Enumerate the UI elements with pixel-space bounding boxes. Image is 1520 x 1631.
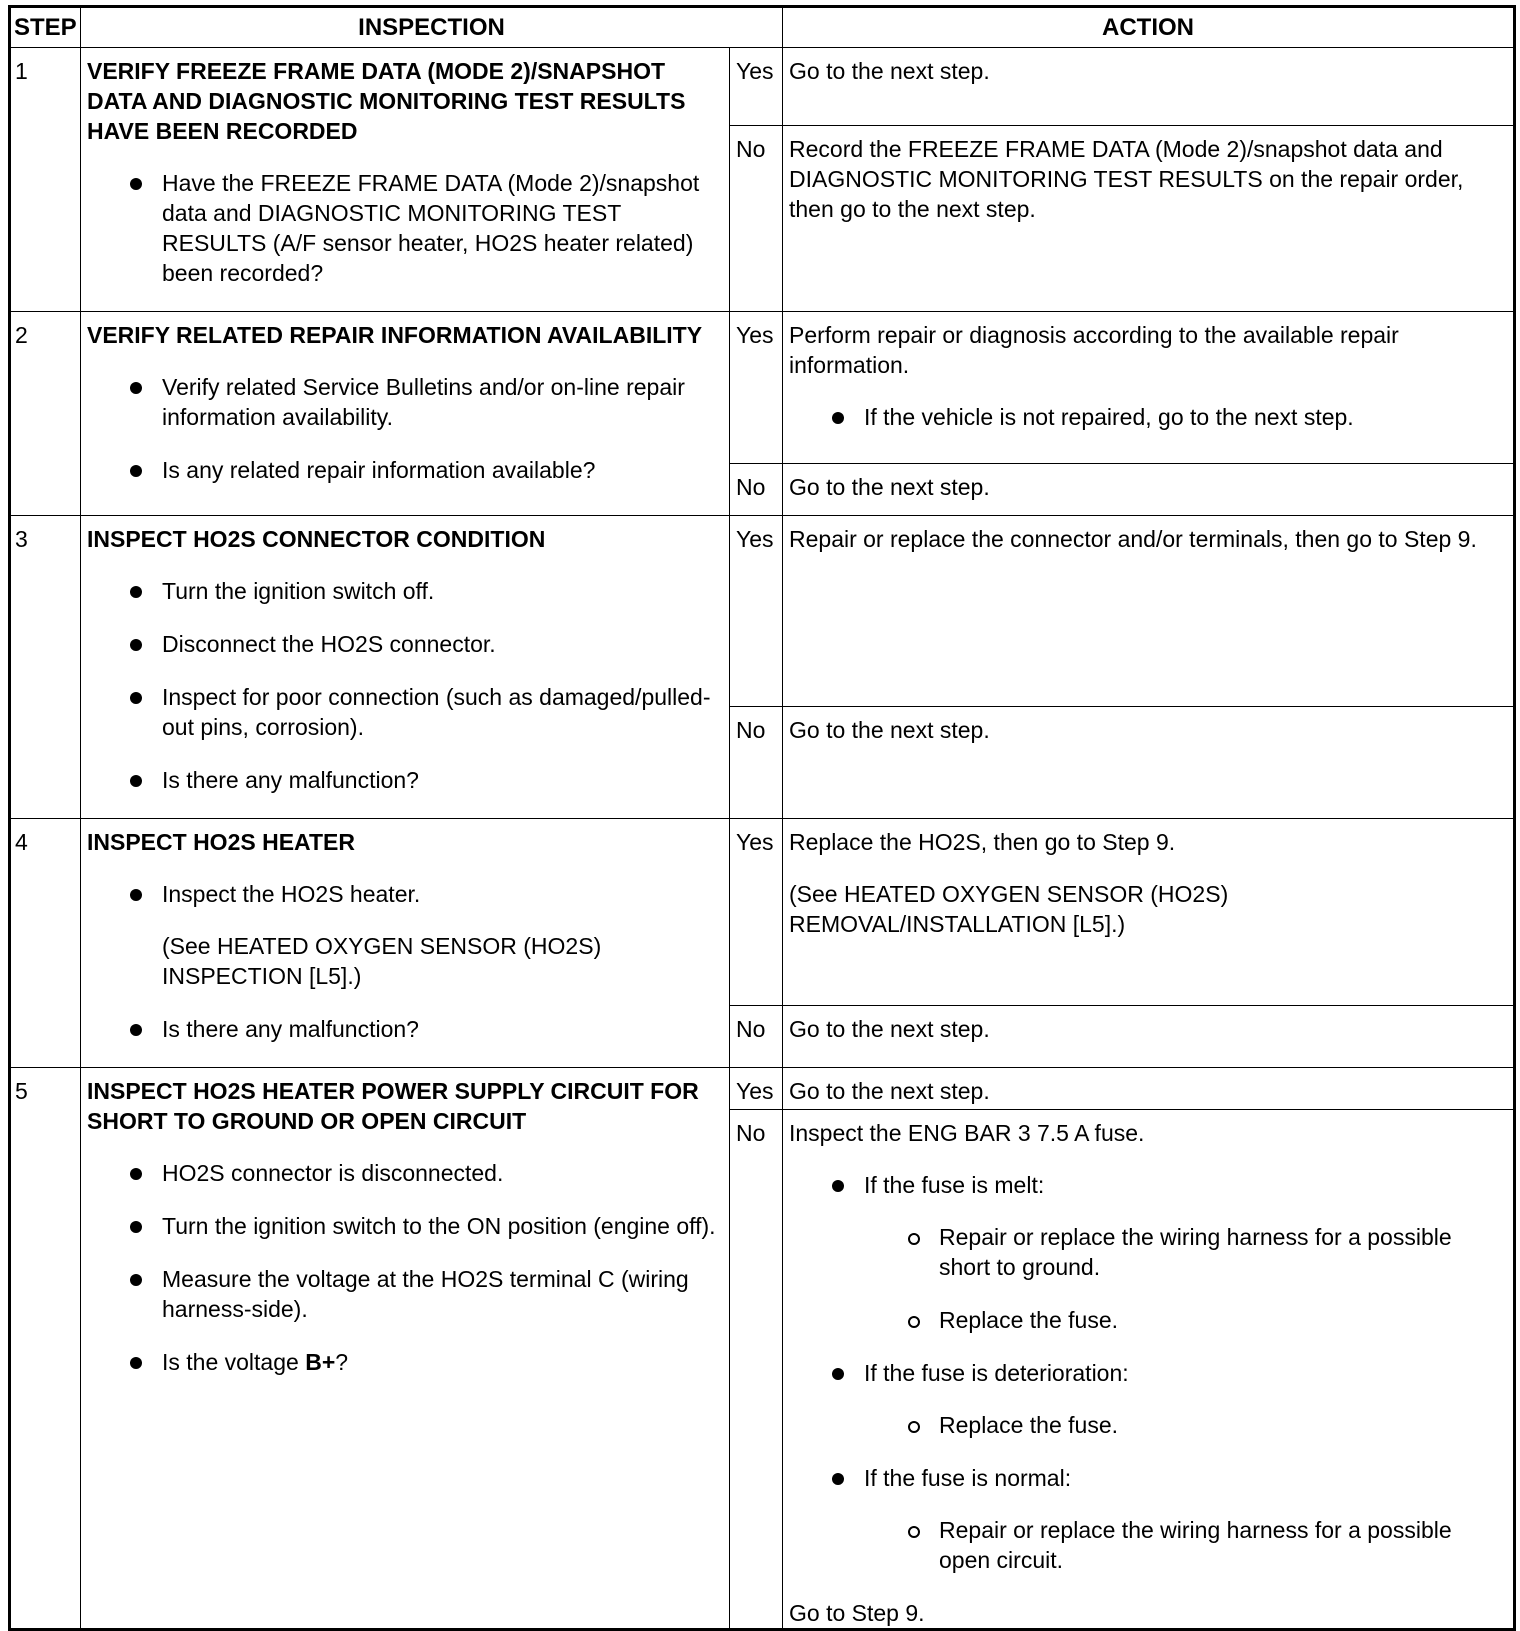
- inspection-bullets: [87, 1158, 723, 1377]
- header-inspection: INSPECTION: [81, 7, 783, 48]
- reference-note: (See HEATED OXYGEN SENSOR (HO2S) INSPECTION [L5].): [162, 933, 602, 989]
- bullet-item: Measure the voltage at the HO2S terminal C (wiring harness-side).: [162, 1264, 723, 1324]
- yes-label: Yes: [730, 516, 783, 707]
- no-action: Record the FREEZE FRAME DATA (Mode 2)/snapshot data and DIAGNOSTIC MONITORING TEST RESULTS on the repair order, then go to the next step.: [783, 126, 1515, 312]
- voltage-value: B+: [305, 1349, 336, 1375]
- yes-action-cell: [783, 312, 1515, 464]
- step-5-yes-row: [10, 1068, 1515, 1110]
- bullet-text: Is the voltage: [162, 1349, 306, 1375]
- condition-actions: [864, 1410, 1507, 1440]
- bullet-item: If the vehicle is not repaired, go to the next step.: [864, 402, 1507, 432]
- yes-label: Yes: [730, 819, 783, 1006]
- no-label: No: [730, 706, 783, 818]
- step-title: INSPECT HO2S CONNECTOR CONDITION: [87, 526, 546, 552]
- step-2-inspection: [81, 312, 730, 516]
- step-title: VERIFY FREEZE FRAME DATA (MODE 2)/SNAPSHOT DATA AND DIAGNOSTIC MONITORING TEST RESULTS HAVE BEEN RECORDED: [87, 58, 686, 144]
- step-number: 4: [10, 819, 81, 1068]
- step-number: 5: [10, 1068, 81, 1630]
- condition-actions: [864, 1515, 1507, 1575]
- inspection-bullets: [87, 372, 723, 485]
- bullet-item: Is there any malfunction?: [162, 1014, 723, 1044]
- bullet-item: Have the FREEZE FRAME DATA (Mode 2)/snapshot data and DIAGNOSTIC MONITORING TEST RESULTS (A/F sensor heater, HO2S heater related) been recorded?: [162, 168, 723, 288]
- no-label: No: [730, 126, 783, 312]
- yes-action: Repair or replace the connector and/or terminals, then go to Step 9.: [783, 516, 1515, 707]
- step-number: 1: [10, 48, 81, 312]
- yes-action-cell: [783, 819, 1515, 1006]
- yes-action: Replace the HO2S, then go to Step 9.: [789, 829, 1176, 855]
- fuse-condition: [864, 1170, 1507, 1335]
- no-label: No: [730, 464, 783, 516]
- sub-action: Replace the fuse.: [939, 1305, 1507, 1335]
- action-bullets: [789, 402, 1507, 432]
- no-final-action: Go to Step 9.: [789, 1600, 925, 1626]
- bullet-item: [162, 879, 723, 991]
- bullet-item: Turn the ignition switch off.: [162, 576, 723, 606]
- bullet-item: HO2S connector is disconnected.: [162, 1158, 723, 1188]
- yes-label: Yes: [730, 312, 783, 464]
- inspection-bullets: [87, 879, 723, 1044]
- yes-action: Go to the next step.: [783, 48, 1515, 126]
- step-number: 2: [10, 312, 81, 516]
- yes-action: Perform repair or diagnosis according to the available repair information.: [789, 322, 1399, 378]
- step-number: 3: [10, 516, 81, 819]
- bullet-item: Verify related Service Bulletins and/or on-line repair information availability.: [162, 372, 723, 432]
- step-title: INSPECT HO2S HEATER: [87, 829, 355, 855]
- step-2-yes-row: [10, 312, 1515, 464]
- bullet-text-suffix: ?: [335, 1349, 349, 1375]
- bullet-item: Inspect for poor connection (such as damaged/pulled-out pins, corrosion).: [162, 682, 723, 742]
- no-action: Inspect the ENG BAR 3 7.5 A fuse.: [789, 1120, 1145, 1146]
- sub-action: Repair or replace the wiring harness for a possible open circuit.: [939, 1515, 1507, 1575]
- step-1-inspection: [81, 48, 730, 312]
- condition-actions: [864, 1222, 1507, 1335]
- fuse-condition: [864, 1358, 1507, 1440]
- no-label: No: [730, 1006, 783, 1068]
- no-action: Go to the next step.: [783, 1006, 1515, 1068]
- condition-text: If the fuse is normal:: [864, 1465, 1072, 1491]
- header-action: ACTION: [783, 7, 1515, 48]
- bullet-item: Is any related repair information available?: [162, 455, 723, 485]
- step-4-yes-row: [10, 819, 1515, 1006]
- bullet-text: Inspect the HO2S heater.: [162, 881, 421, 907]
- bullet-item: Is there any malfunction?: [162, 765, 723, 795]
- condition-text: If the fuse is deterioration:: [864, 1360, 1129, 1386]
- step-5-inspection: [81, 1068, 730, 1630]
- no-action: Go to the next step.: [783, 706, 1515, 818]
- condition-text: If the fuse is melt:: [864, 1172, 1045, 1198]
- sub-action: Repair or replace the wiring harness for a possible short to ground.: [939, 1222, 1507, 1282]
- bullet-item: Turn the ignition switch to the ON position (engine off).: [162, 1211, 723, 1241]
- bullet-item: [162, 1347, 723, 1377]
- no-action: Go to the next step.: [783, 464, 1515, 516]
- step-4-inspection: [81, 819, 730, 1068]
- step-1-yes-row: [10, 48, 1515, 126]
- step-title: INSPECT HO2S HEATER POWER SUPPLY CIRCUIT FOR SHORT TO GROUND OR OPEN CIRCUIT: [87, 1078, 699, 1134]
- no-label: No: [730, 1110, 783, 1630]
- yes-label: Yes: [730, 48, 783, 126]
- step-3-inspection: [81, 516, 730, 819]
- step-3-yes-row: [10, 516, 1515, 707]
- sub-action: Replace the fuse.: [939, 1410, 1507, 1440]
- bullet-item: Disconnect the HO2S connector.: [162, 629, 723, 659]
- step-title: VERIFY RELATED REPAIR INFORMATION AVAILABILITY: [87, 322, 703, 348]
- fuse-condition-list: [789, 1170, 1507, 1575]
- header-row: [10, 7, 1515, 48]
- header-step: STEP: [10, 7, 81, 48]
- fuse-condition: [864, 1463, 1507, 1575]
- no-action-cell: [783, 1110, 1515, 1630]
- diagnostic-procedure-table: [8, 5, 1516, 1631]
- reference-note: (See HEATED OXYGEN SENSOR (HO2S) REMOVAL/INSTALLATION [L5].): [789, 881, 1229, 937]
- yes-label: Yes: [730, 1068, 783, 1110]
- inspection-bullets: [87, 168, 723, 288]
- yes-action: Go to the next step.: [783, 1068, 1515, 1110]
- inspection-bullets: [87, 576, 723, 795]
